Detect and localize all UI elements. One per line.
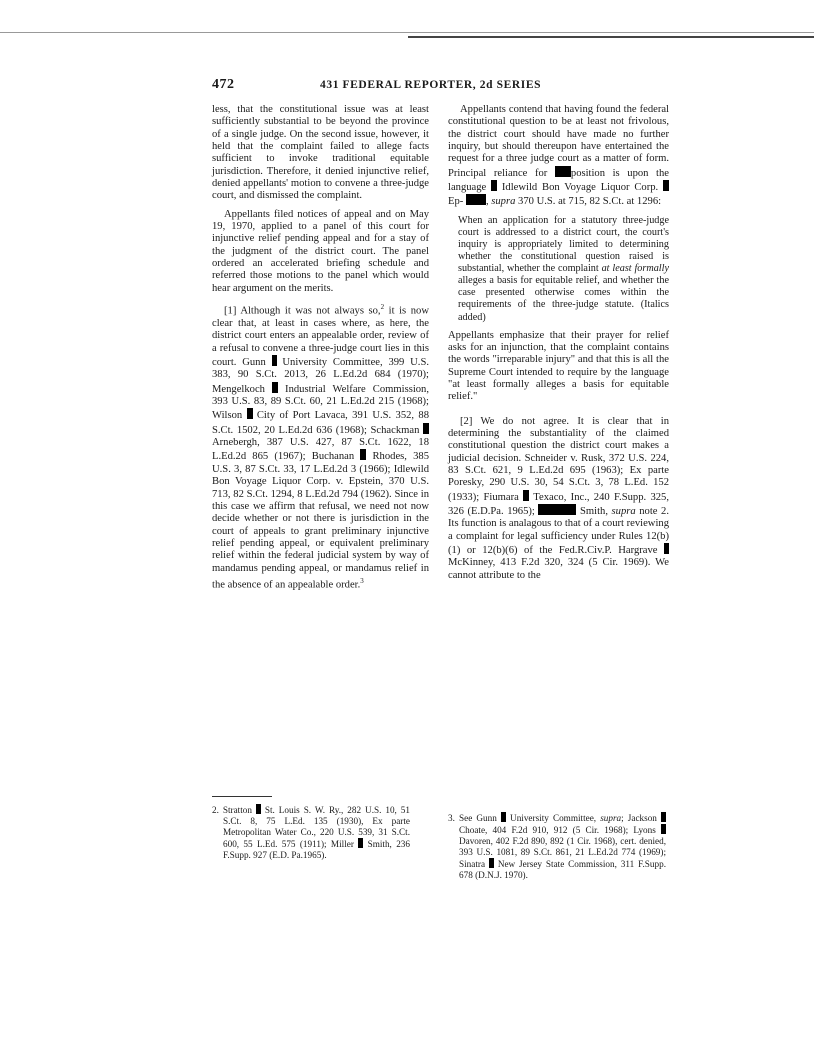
text-run-italic: supra	[611, 506, 636, 518]
text-run: When an application for a statutory three-judge court is addressed to a district court, the court's inquiry is appropriately limited to determining whether the constitutional question raised is substantial, whether the complaint	[458, 214, 669, 275]
footnote-rule	[212, 796, 272, 797]
text-run: [2] We do not agree. It is clear that in determining the substantiality of the claimed constitutional question the district court makes a judicial decision. Schneider v. Rusk, 372 U.S. 224, 83 S.Ct. 621, 9 L.Ed.2d 695 (1963); Ex parte Poresky, 290 U.S. 30, 54 S.Ct. 3, 78 L.Ed. 152 (1933); Fiumara	[448, 415, 669, 503]
scan-artifact-line	[408, 36, 814, 38]
text-run: it is now clear that, at least in cases where, as here, the district court enters an appealable order, review of a refusal to convene a three-judge court lies in this court. Gunn	[212, 305, 429, 369]
paragraph	[448, 104, 669, 209]
text-run: New Jersey State Commission, 311 F.Supp. 678 (D.N.J. 1970).	[459, 858, 666, 880]
redaction-bar	[664, 543, 669, 554]
text-run: note 2. Its function is analagous to that of a court reviewing a complaint for legal sufficiency under Rules 12(b)(1) or 12(b)(6) of the Fed.R.Civ.P. Hargrave	[448, 506, 669, 557]
text-run: University Committee,	[505, 813, 601, 823]
text-run: Rhodes, 385 U.S. 3, 87 S.Ct. 33, 17 L.Ed.2d 3 (1966); Idlewild Bon Voyage Liquor Corp. v. Epstein, 370 U.S. 713, 82 S.Ct. 1294, 8 L.Ed.2d 794 (1962). Since in this case we affirm that refusal, we need not now decide whether or not there is jurisdiction in the court of appeals to grant preliminary injunctive relief pending appeal, or equivalent preliminary relief within the federal judicial system by way of mandamus pending appeal, or mandamus relief in the absence of an appealable order.	[212, 451, 429, 591]
left-column	[212, 104, 429, 592]
redaction-bar	[466, 194, 486, 205]
right-column	[448, 104, 669, 582]
text-run: Industrial Welfare Commission, 393 U.S. 83, 89 S.Ct. 60, 21 L.Ed.2d 215 (1968); Wilson	[212, 383, 430, 422]
text-run: Choate, 404 F.2d 910, 912 (5 Cir. 1968); Lyons	[459, 824, 656, 835]
text-run-italic: supra	[600, 813, 622, 823]
text-run-italic: supra	[491, 196, 516, 208]
text-run: Idlewild Bon Voyage Liquor Corp.	[497, 182, 659, 194]
text-run: Texaco, Inc., 240 F.Supp. 325, 326 (E.D.Pa. 1965);	[448, 491, 669, 518]
text-run-italic: at least formally	[601, 263, 669, 275]
footnote-2	[212, 804, 410, 861]
text-run: University Committee, 399 U.S. 383, 90 S.Ct. 2013, 26 L.Ed.2d 684 (1970); Mengelkoch	[212, 357, 429, 395]
redaction-bar	[661, 812, 666, 822]
paragraph	[212, 301, 429, 592]
block-quote	[458, 215, 669, 324]
text-run: Davoren, 402 F.2d 890, 892 (1 Cir. 1968), cert. denied, 393 U.S. 1081, 89 S.Ct. 861, 21 L.Ed.2d 774 (1969); Sinatra	[459, 835, 666, 869]
redaction-bar	[423, 423, 429, 434]
page-number: 472	[212, 77, 235, 92]
text-run: 2. Stratton	[212, 805, 252, 815]
text-run: Smith, 236 F.Supp. 927 (E.D. Pa.1965).	[223, 838, 410, 860]
text-run: St. Louis S. W. Ry., 282 U.S. 10, 51 S.Ct. 8, 75 L.Ed. 135 (1930), Ex parte Metropolitan Water Co., 220 U.S. 539, 31 S.Ct. 600, 55 L.Ed. 575 (1911); Miller	[223, 805, 410, 849]
paragraph	[448, 416, 669, 582]
text-run: Appellants contend that having found the federal constitutional question to be at least not frivolous, the district court should have made no further inquiry, but should thereupon have entertained the request for a three judge court as a matter of form. Principal reliance for	[448, 104, 669, 179]
text-run: 370 U.S. at 715, 82 S.Ct. at 1296:	[515, 196, 662, 208]
text-run: 3. See Gunn	[448, 813, 497, 823]
text-run: Smith,	[576, 506, 612, 518]
text-run: position is upon the language	[448, 167, 669, 194]
reporter-title: 431 FEDERAL REPORTER, 2d SERIES	[320, 79, 542, 91]
paragraph: Appellants filed notices of appeal and on May 19, 1970, applied to a panel of this court for injunctive relief pending appeal and for a stay of the judgment of the district court. The panel ordered an accelerated briefing schedule and referred those motions to the panel which would hear argument on the merits.	[212, 208, 429, 294]
text-run: ,	[485, 196, 492, 208]
footnote-text	[448, 812, 666, 880]
text-run: City of Port Lavaca, 391 U.S. 352, 88 S.Ct. 1502, 20 L.Ed.2d 636 (1968); Schackman	[212, 410, 429, 436]
text-run: Arnebergh, 387 U.S. 427, 87 S.Ct. 1622, 18 L.Ed.2d 865 (1967); Buchanan	[212, 437, 429, 463]
text-run: alleges a basis for equitable relief, and whether the case presented otherwise comes within the requirements of the three-judge statute. (Italics added)	[458, 275, 669, 323]
text-run: Ep-	[448, 196, 464, 208]
text-run: ; Jackson	[621, 813, 657, 823]
footnote-3	[448, 812, 666, 880]
redaction-bar	[661, 824, 666, 834]
redaction-bar	[538, 504, 576, 515]
paragraph: Appellants emphasize that their prayer for relief asks for an injunction, that the complaint contains the words "irreparable injury" and that this is all the Supreme Court intended to require by the language "at least formally alleges a basis for equitable relief."	[448, 329, 669, 403]
footnote-text	[212, 804, 410, 861]
redaction-bar	[663, 180, 669, 191]
scan-artifact-line	[0, 32, 814, 33]
text-run: McKinney, 413 F.2d 320, 324 (5 Cir. 1969). We cannot attribute to the	[448, 557, 669, 581]
footnote-ref: 2	[380, 303, 385, 312]
text-run: [1] Although it was not always so,	[224, 305, 381, 317]
redaction-bar	[555, 166, 571, 177]
paragraph: less, that the constitutional issue was at least sufficiently substantial to be beyond the province of a single judge. On the second issue, however, it held that the complaint failed to allege facts sufficient to invoke traditional equitable jurisdiction. Therefore, it denied injunctive relief, denied appellants' motion to convene a three-judge court, and dismissed the complaint.	[212, 104, 429, 202]
footnote-ref: 3	[360, 576, 364, 585]
